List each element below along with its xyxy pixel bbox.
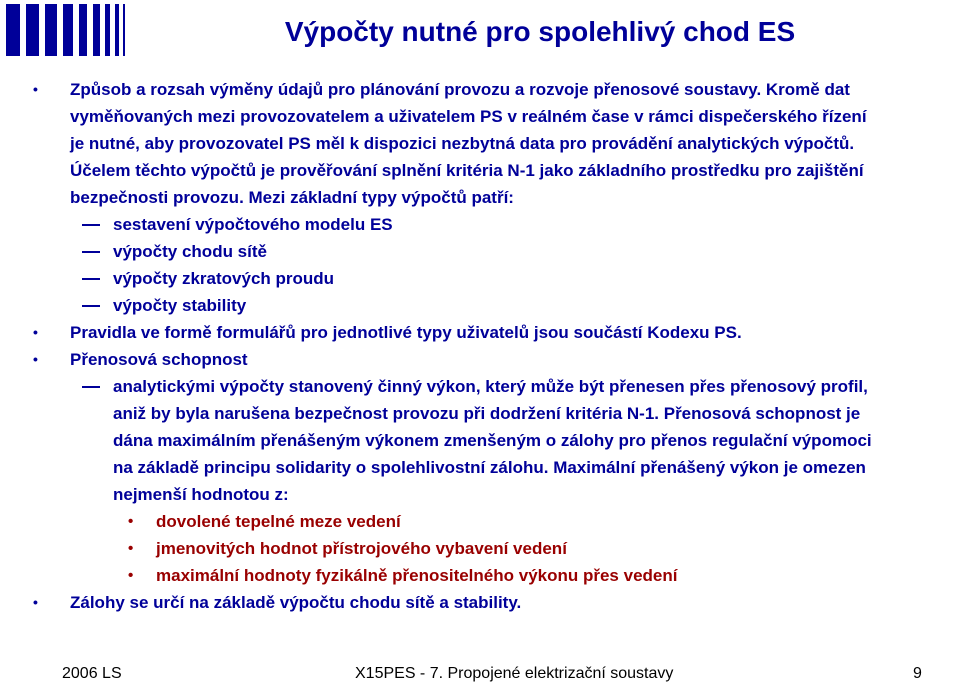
dash-item	[0, 265, 960, 292]
bullet-text: je nutné, aby provozovatel PS měl k dispozici nezbytná data pro provádění analytických výpočtů.	[70, 134, 855, 153]
dash-text: sestavení výpočtového modelu ES	[113, 215, 393, 234]
bullet-item	[0, 76, 960, 103]
dash-item	[0, 292, 960, 319]
bullet-item	[0, 346, 960, 373]
bullet-text: Přenosová schopnost	[70, 350, 248, 369]
bullet-text: vyměňovaných mezi provozovatelem a uživatelem PS v reálném čase v rámci dispečerského řízení	[70, 107, 867, 126]
text-line	[0, 400, 960, 427]
text-line	[0, 481, 960, 508]
limit-text: dovolené tepelné meze vedení	[156, 512, 401, 531]
page-title: Výpočty nutné pro spolehlivý chod ES	[284, 16, 796, 47]
text-line	[0, 157, 960, 184]
limit-item	[0, 562, 960, 589]
bullet-text: Způsob a rozsah výměny údajů pro plánování provozu a rozvoje přenosové soustavy. Kromě dat	[70, 80, 850, 99]
dash-item	[0, 211, 960, 238]
text-line	[0, 103, 960, 130]
dash-text: dána maximálním přenášeným výkonem zmenšeným o zálohy pro přenos regulační výpomoci	[113, 431, 872, 450]
dash-text: nejmenší hodnotou z:	[113, 485, 289, 504]
bullet-icon: •	[33, 594, 38, 610]
limit-item	[0, 508, 960, 535]
text-line	[0, 184, 960, 211]
footer-course: X15PES - 7. Propojené elektrizační soustavy	[355, 665, 674, 682]
dash-icon	[82, 305, 100, 307]
bullet-text: Účelem těchto výpočtů je prověřování splnění kritéria N-1 jako základního prostředku pro zajištění	[70, 161, 864, 180]
bullet-text: Pravidla ve formě formulářů pro jednotlivé typy uživatelů jsou součástí Kodexu PS.	[70, 323, 742, 342]
dash-icon	[82, 386, 100, 388]
bullet-icon: •	[128, 513, 134, 530]
limit-text: maximální hodnoty fyzikálně přenositelného výkonu přes vedení	[156, 566, 678, 585]
dash-text: na základě principu solidarity o spolehlivostní zálohu. Maximální přenášený výkon je omezen	[113, 458, 866, 477]
bullet-icon: •	[33, 351, 38, 367]
bullet-text: bezpečnosti provozu. Mezi základní typy výpočtů patří:	[70, 188, 514, 207]
footer-page-number: 9	[913, 665, 922, 682]
bullet-icon: •	[128, 567, 134, 584]
bullet-item	[0, 319, 960, 346]
bullet-text: Zálohy se určí na základě výpočtu chodu sítě a stability.	[70, 593, 522, 612]
bullet-icon: •	[33, 324, 38, 340]
bullet-icon: •	[33, 81, 38, 97]
text-line	[0, 427, 960, 454]
dash-text: výpočty stability	[113, 296, 247, 315]
dash-icon	[82, 278, 100, 280]
dash-item	[0, 238, 960, 265]
bullet-item	[0, 589, 960, 616]
logo	[4, 4, 128, 56]
text-line	[0, 454, 960, 481]
dash-text: výpočty chodu sítě	[113, 242, 267, 261]
dash-text: analytickými výpočty stanovený činný výkon, který může být přenesen přes přenosový profil,	[113, 377, 868, 396]
limit-item	[0, 535, 960, 562]
dash-text: aniž by byla narušena bezpečnost provozu při dodržení kritéria N-1. Přenosová schopnost je	[113, 404, 861, 423]
dash-icon	[82, 251, 100, 253]
dash-icon	[82, 224, 100, 226]
slide-content	[0, 76, 960, 616]
text-line	[0, 130, 960, 157]
bullet-icon: •	[128, 540, 134, 557]
dash-item	[0, 373, 960, 400]
footer-date: 2006 LS	[62, 665, 122, 682]
dash-text: výpočty zkratových proudu	[113, 269, 335, 288]
limit-text: jmenovitých hodnot přístrojového vybavení vedení	[156, 539, 567, 558]
